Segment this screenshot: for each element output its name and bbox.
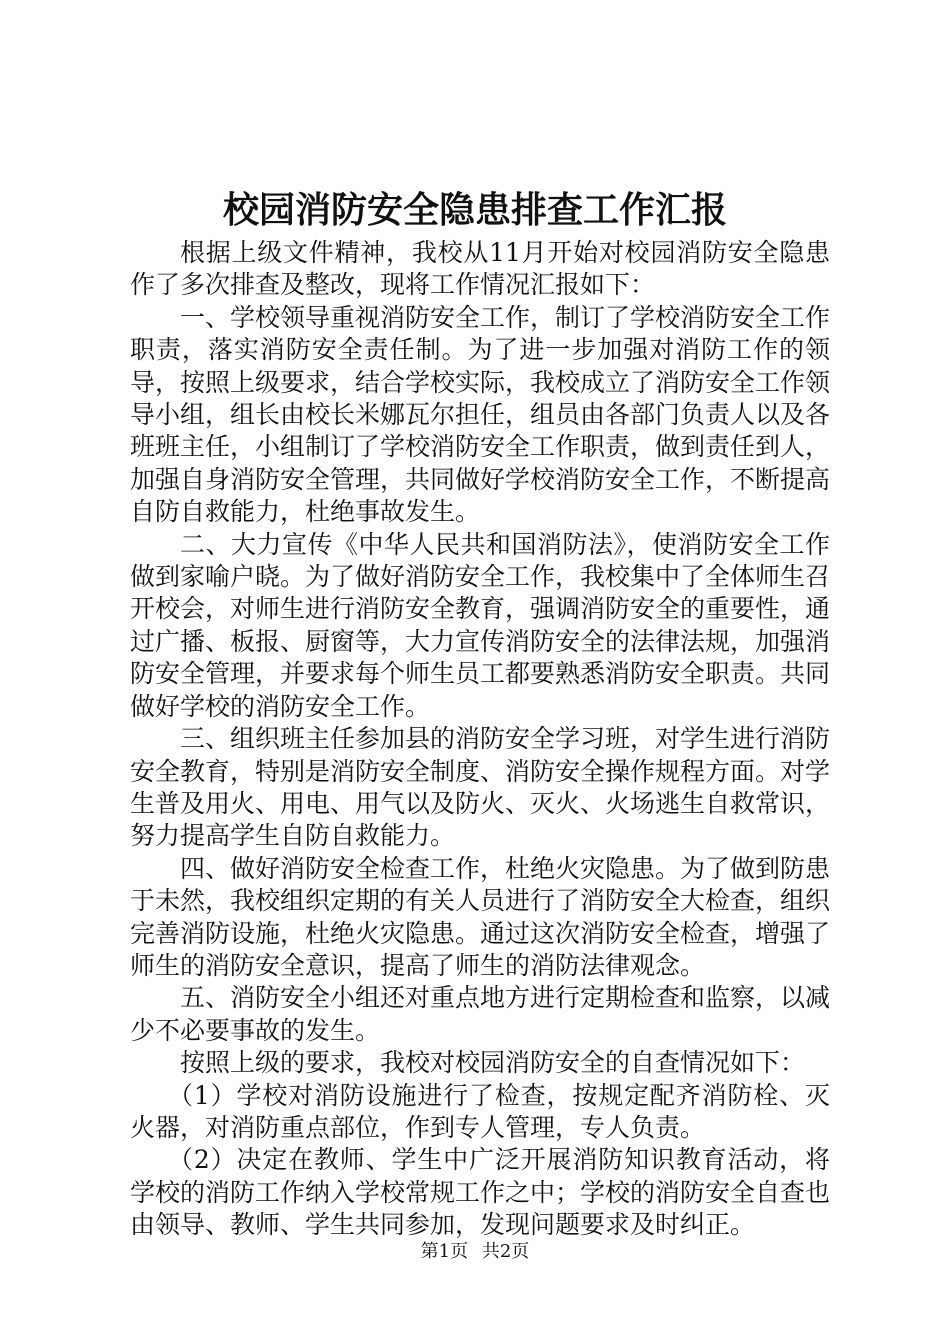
paragraph-section-1: 一、学校领导重视消防安全工作，制订了学校消防安全工作职责，落实消防安全责任制。为了进一步加强对消防工作的领导，按照上级要求，结合学校实际，我校成立了消防安全工作领导小组，组长由校长米娜瓦尔担任，组员由各部门负责人以及各班班主任，小组制订了学校消防安全工作职责，做到责任到人，加强自身消防安全管理，共同做好学校消防安全工作，不断提高自防自救能力，杜绝事故发生。 <box>130 302 831 527</box>
page-footer <box>0 1240 950 1264</box>
paragraph-section-3: 三、组织班主任参加县的消防安全学习班，对学生进行消防安全教育，特别是消防安全制度、消防安全操作规程方面。对学生普及用火、用电、用气以及防火、灭火、火场逃生自救常识，努力提高学生自防自救能力。 <box>130 724 831 851</box>
page-number-current: 第1页 <box>420 1241 469 1262</box>
paragraph-self-check-2: （2）决定在教师、学生中广泛开展消防知识教育活动，将学校的消防工作纳入学校常规工作之中；学校的消防安全自查也由领导、教师、学生共同参加，发现问题要求及时纠正。 <box>130 1145 831 1240</box>
document-title: 校园消防安全隐患排查工作汇报 <box>222 189 727 231</box>
paragraph-section-5: 五、消防安全小组还对重点地方进行定期检查和监察，以减少不必要事故的发生。 <box>130 983 831 1045</box>
page-number-total: 共2页 <box>481 1241 530 1262</box>
paragraph-intro: 根据上级文件精神，我校从11月开始对校园消防安全隐患作了多次排查及整改，现将工作情况汇报如下： <box>130 238 830 300</box>
paragraph-section-2: 二、大力宣传《中华人民共和国消防法》，使消防安全工作做到家喻户晓。为了做好消防安全工作，我校集中了全体师生召开校会，对师生进行消防安全教育，强调消防安全的重要性，通过广播、板报、厨窗等，大力宣传消防安全的法律法规，加强消防安全管理，并要求每个师生员工都要熟悉消防安全职责。共同做好学校的消防安全工作。 <box>130 529 831 721</box>
paragraph-self-check-1: （1）学校对消防设施进行了检查，按规定配齐消防栓、灭火器，对消防重点部位，作到专人管理，专人负责。 <box>130 1080 830 1142</box>
document-body <box>130 237 830 1242</box>
paragraph-self-check-intro: 按照上级的要求，我校对校园消防安全的自查情况如下： <box>180 1048 806 1078</box>
paragraph-section-4: 四、做好消防安全检查工作，杜绝火灾隐患。为了做到防患于未然，我校组织定期的有关人员进行了消防安全大检查，组织完善消防设施，杜绝火灾隐患。通过这次消防安全检查，增强了师生的消防安全意识，提高了师生的消防法律观念。 <box>130 853 831 980</box>
